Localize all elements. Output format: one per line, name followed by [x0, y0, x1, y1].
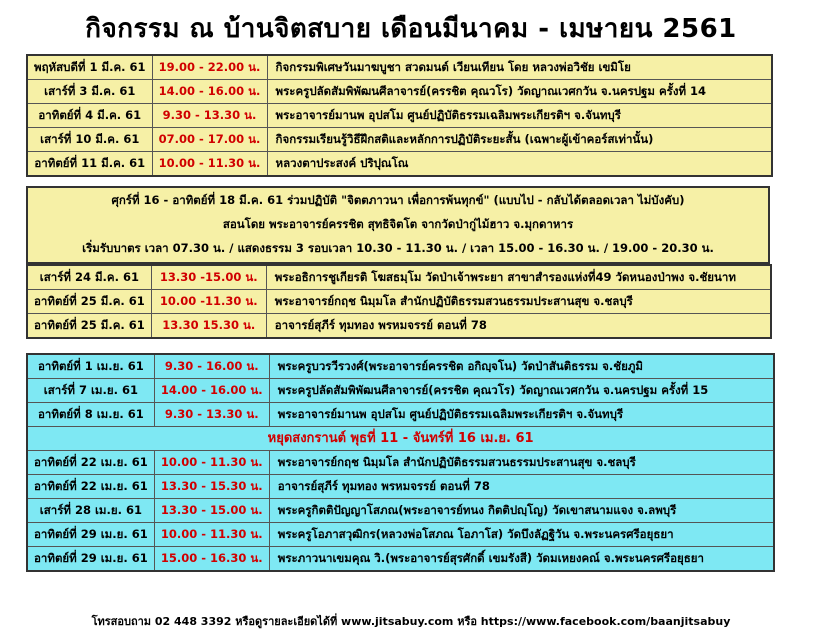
schedule-row — [27, 451, 774, 475]
time-cell: 10.00 - 11.30 น. — [154, 451, 269, 475]
activity-cell: พระครูปลัดสัมพิพัฒนศีลาจารย์(ครรชิต คุณวโร) วัดญาณเวศกวัน จ.นครปฐม ครั้งที่ 14 — [267, 80, 772, 104]
date-cell: อาทิตย์ที่ 22 เม.ย. 61 — [27, 451, 154, 475]
time-cell: 13.30 - 15.00 น. — [154, 499, 269, 523]
contact-footer: โทรสอบถาม 02 448 3392 หรือดูรายละเอียดได้ที่ www.jitsabuy.com หรือ https://www.facebook.com/baanjitsabuy — [91, 615, 731, 628]
date-cell: เสาร์ที่ 10 มี.ค. 61 — [27, 128, 152, 152]
activity-cell: พระภาวนาเขมคุณ วิ.(พระอาจารย์สุรศักดิ์ เขมรังสี) วัดมเหยงคณ์ จ.พระนครศรีอยุธยา — [269, 547, 774, 572]
date-cell: เสาร์ที่ 7 เม.ย. 61 — [27, 379, 154, 403]
holiday-label: หยุดสงกรานต์ พุธที่ 11 - จันทร์ที่ 16 เม.ย. 61 — [27, 427, 774, 451]
activity-cell: พระครูบวรวีรวงศ์(พระอาจารย์ครรชิต อกิญฺจโน) วัดป่าสันติธรรม จ.ชัยภูมิ — [269, 354, 774, 379]
time-cell: 15.00 - 16.30 น. — [154, 547, 269, 572]
activity-cell: พระอธิการชูเกียรติ โฆสธมฺโม วัดป่าเจ้าพระยา สาขาสำรองแห่งที่49 วัดหนองป่าพง จ.ชัยนาท — [266, 265, 771, 290]
schedule-row — [27, 475, 774, 499]
time-cell: 19.00 - 22.00 น. — [152, 55, 267, 80]
time-cell: 07.00 - 17.00 น. — [152, 128, 267, 152]
activity-cell: พระครูปลัดสัมพิพัฒนศีลาจารย์(ครรชิต คุณวโร) วัดญาณเวศกวัน จ.นครปฐม ครั้งที่ 15 — [269, 379, 774, 403]
march-early-schedule — [26, 54, 773, 177]
page-title: กิจกรรม ณ บ้านจิตสบาย เดือนมีนาคม - เมษายน 2561 — [85, 14, 737, 44]
schedule-row — [27, 80, 772, 104]
activity-cell: กิจกรรมพิเศษวันมาฆบูชา สวดมนต์ เวียนเทียน โดย หลวงพ่อวิชัย เขมิโย — [267, 55, 772, 80]
schedule-row — [27, 354, 774, 379]
time-cell: 9.30 - 16.00 น. — [154, 354, 269, 379]
retreat-line-1: ศุกร์ที่ 16 - อาทิตย์ที่ 18 มี.ค. 61 ร่วมปฏิบัติ "จิตตภาวนา เพื่อการพ้นทุกข์" (แบบไป - กลับได้ตลอดเวลา ไม่บังคับ) — [111, 193, 685, 207]
date-cell: อาทิตย์ที่ 11 มี.ค. 61 — [27, 152, 152, 177]
time-cell: 14.00 - 16.00 น. — [152, 80, 267, 104]
retreat-announcement — [26, 186, 770, 264]
time-cell: 10.00 -11.30 น. — [151, 290, 266, 314]
date-cell: อาทิตย์ที่ 29 เม.ย. 61 — [27, 523, 154, 547]
time-cell: 14.00 - 16.00 น. — [154, 379, 269, 403]
time-cell: 13.30 -15.00 น. — [151, 265, 266, 290]
date-cell: อาทิตย์ที่ 25 มี.ค. 61 — [27, 290, 151, 314]
schedule-row — [27, 314, 771, 339]
retreat-line-3: เริ่มรับบาตร เวลา 07.30 น. / แสดงธรรม 3 รอบเวลา 10.30 - 11.30 น. / เวลา 15.00 - 16.30 น. / 19.00 - 20.30 น. — [82, 241, 714, 255]
activity-cell: พระครูกิตติปัญญาโสภณ(พระอาจารย์ทนง กิตติปญฺโญ) วัดเขาสนามแจง จ.ลพบุรี — [269, 499, 774, 523]
schedule-row — [27, 104, 772, 128]
activity-cell: พระอาจารย์มานพ อุปสโม ศูนย์ปฏิบัติธรรมเฉลิมพระเกียรติฯ จ.จันทบุรี — [267, 104, 772, 128]
schedule-row — [27, 152, 772, 177]
date-cell: อาทิตย์ที่ 22 เม.ย. 61 — [27, 475, 154, 499]
songkran-holiday-row — [27, 427, 774, 451]
time-cell: 13.30 15.30 น. — [151, 314, 266, 339]
date-cell: เสาร์ที่ 3 มี.ค. 61 — [27, 80, 152, 104]
time-cell: 9.30 - 13.30 น. — [152, 104, 267, 128]
schedule-row — [27, 379, 774, 403]
date-cell: อาทิตย์ที่ 8 เม.ย. 61 — [27, 403, 154, 427]
activity-cell: กิจกรรมเรียนรู้วิธีฝึกสติและหลักการปฏิบัติระยะสั้น (เฉพาะผู้เข้าคอร์สเท่านั้น) — [267, 128, 772, 152]
date-cell: เสาร์ที่ 28 เม.ย. 61 — [27, 499, 154, 523]
date-cell: อาทิตย์ที่ 1 เม.ย. 61 — [27, 354, 154, 379]
date-cell: เสาร์ที่ 24 มี.ค. 61 — [27, 265, 151, 290]
schedule-row — [27, 290, 771, 314]
schedule-row — [27, 547, 774, 572]
schedule-row — [27, 265, 771, 290]
activity-cell: อาจารย์สุภีร์ ทุมทอง พรหมจรรย์ ตอนที่ 78 — [266, 314, 771, 339]
activity-cell: พระครูโอภาสวุฒิกร(หลวงพ่อโสภณ โอภาโส) วัดบึงลัฏฐิวัน จ.พระนครศรีอยุธยา — [269, 523, 774, 547]
date-cell: พฤหัสบดีที่ 1 มี.ค. 61 — [27, 55, 152, 80]
time-cell: 10.00 - 11.30 น. — [154, 523, 269, 547]
march-late-schedule — [26, 264, 772, 339]
time-cell: 9.30 - 13.30 น. — [154, 403, 269, 427]
activity-cell: พระอาจารย์มานพ อุปสโม ศูนย์ปฏิบัติธรรมเฉลิมพระเกียรติฯ จ.จันทบุรี — [269, 403, 774, 427]
activity-cell: อาจารย์สุภีร์ ทุมทอง พรหมจรรย์ ตอนที่ 78 — [269, 475, 774, 499]
activity-cell: หลวงตาประสงค์ ปริปุณโณ — [267, 152, 772, 177]
schedule-row — [27, 523, 774, 547]
date-cell: อาทิตย์ที่ 4 มี.ค. 61 — [27, 104, 152, 128]
activity-cell: พระอาจารย์กฤช นิมฺมโล สำนักปฏิบัติธรรมสวนธรรมประสานสุข จ.ชลบุรี — [269, 451, 774, 475]
time-cell: 10.00 - 11.30 น. — [152, 152, 267, 177]
april-schedule — [26, 353, 775, 572]
schedule-row — [27, 128, 772, 152]
date-cell: อาทิตย์ที่ 25 มี.ค. 61 — [27, 314, 151, 339]
activity-cell: พระอาจารย์กฤช นิมฺมโล สำนักปฏิบัติธรรมสวนธรรมประสานสุข จ.ชลบุรี — [266, 290, 771, 314]
time-cell: 13.30 - 15.30 น. — [154, 475, 269, 499]
date-cell: อาทิตย์ที่ 29 เม.ย. 61 — [27, 547, 154, 572]
retreat-line-2: สอนโดย พระอาจารย์ครรชิต สุทธิจิตโต จากวัดป่ากู่ไม้ฮาว จ.มุกดาหาร — [222, 217, 574, 231]
schedule-row — [27, 403, 774, 427]
schedule-row — [27, 499, 774, 523]
schedule-row — [27, 55, 772, 80]
